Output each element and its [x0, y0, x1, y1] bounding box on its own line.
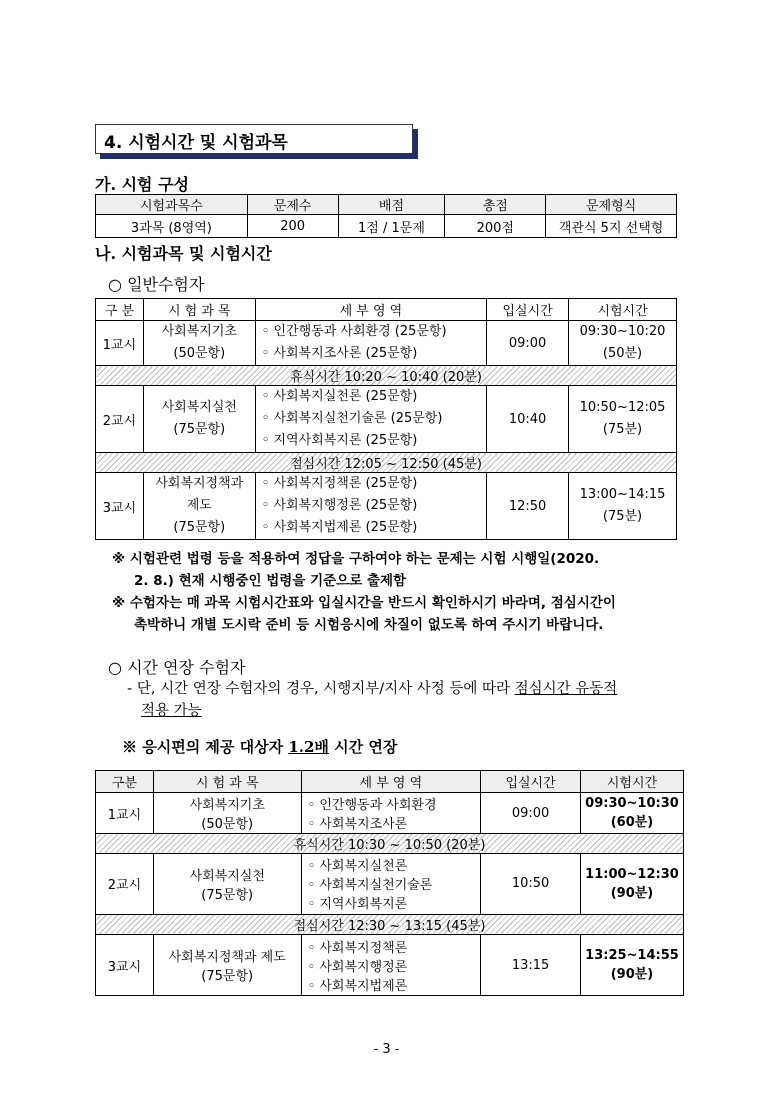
area-item: ◦ 사회복지실천기술론 (25문항): [261, 411, 443, 426]
table-cell: 1점 / 1문제: [338, 215, 445, 238]
period-label: 2교시: [96, 386, 144, 453]
break-row: [96, 453, 677, 473]
subject-cell: [143, 386, 255, 453]
subject-cell: [153, 793, 301, 834]
subject-line: 제도: [186, 498, 212, 513]
break-text: 점심시간 12:30 ~ 13:15 (45분): [96, 914, 684, 934]
exam-time-cell: [580, 793, 683, 834]
area-item: ◦ 사회복지행정론: [307, 959, 408, 975]
subject-cell: [153, 935, 301, 996]
exam-duration: (60분): [610, 815, 654, 831]
exam-time: 13:25~14:55: [585, 948, 679, 964]
braille-text: ※ 응시편의 제공 대상자: [122, 738, 289, 756]
exam-time: 09:30~10:30: [585, 796, 679, 812]
header-cell: 문제형식: [546, 195, 677, 215]
exam-time: 11:00~12:30: [585, 866, 679, 882]
subject-line: (75문항): [201, 887, 254, 903]
areas-cell: [255, 321, 486, 366]
header-cell: 문제수: [247, 195, 338, 215]
area-item: ◦ 사회복지조사론 (25문항): [261, 346, 418, 361]
table-row: [96, 473, 677, 540]
subject-line: (75문항): [173, 422, 226, 437]
exam-duration: (90분): [610, 885, 654, 901]
subject-cell: [143, 321, 255, 366]
subject-line: (75문항): [201, 969, 254, 985]
exam-duration: (75분): [602, 422, 643, 437]
entry-time: 09:00: [481, 793, 581, 834]
area-item: ◦ 사회복지정책론 (25문항): [261, 476, 418, 491]
page-number: - 3 -: [373, 1042, 400, 1057]
areas-cell: [301, 793, 481, 834]
table-header-row: [96, 195, 677, 215]
extend-text-underlined: 적용 가능: [141, 703, 202, 719]
subject-line: 사회복지기초: [189, 798, 265, 814]
area-item: ◦ 사회복지법제론: [307, 978, 408, 994]
areas-cell: [255, 386, 486, 453]
general-schedule-table: [95, 298, 677, 540]
exam-time-cell: [569, 321, 677, 366]
header-cell: 시험과목수: [96, 195, 248, 215]
exam-time: 13:00~14:15: [579, 487, 666, 502]
area-item: ◦ 사회복지실천기술론: [307, 878, 433, 894]
note-line: 2. 8.) 현재 시행중인 법령을 기준으로 출제함: [134, 573, 407, 589]
break-text: 휴식시간 10:20 ~ 10:40 (20분): [96, 366, 677, 386]
area-item: ◦ 지역사회복지론 (25문항): [261, 433, 418, 448]
period-label: 3교시: [96, 935, 154, 996]
notes-block: [112, 548, 692, 636]
area-item: ◦ 사회복지조사론: [307, 817, 408, 833]
header-cell: 시 험 과 목: [143, 299, 255, 321]
area-item: ◦ 지역사회복지론: [307, 897, 408, 913]
header-cell: 입실시간: [481, 771, 581, 793]
exam-time: 10:50~12:05: [579, 400, 666, 415]
subject-line: 사회복지실천: [161, 400, 237, 415]
table-header-row: [96, 299, 677, 321]
area-item: ◦ 사회복지법제론 (25문항): [261, 520, 418, 535]
break-text: 휴식시간 10:30 ~ 10:50 (20분): [96, 833, 684, 853]
header-cell: 시험시간: [569, 299, 677, 321]
subject-line: 사회복지실천: [189, 868, 265, 884]
table-cell: 200: [247, 215, 338, 238]
note-line: ※ 수험자는 매 과목 시험시간표와 입실시간을 반드시 확인하시기 바라며, 점심시간이: [112, 595, 616, 611]
period-label: 1교시: [96, 321, 144, 366]
exam-duration: (75분): [602, 509, 643, 524]
table-row: [96, 215, 677, 238]
header-cell: 구 분: [96, 299, 144, 321]
entry-time: 12:50: [487, 473, 569, 540]
extend-text-part: - 단, 시간 연장 수험자의 경우, 시행지부/지사 사정 등에 따라: [127, 681, 515, 697]
extend-title: 시간 연장 수험자: [127, 658, 246, 677]
note-line: ※ 시험관련 법령 등을 적용하여 정답을 구하여야 하는 문제는 시험 시행일(2020.: [112, 551, 600, 567]
entry-time: 10:50: [481, 854, 581, 915]
table-row: [96, 321, 677, 366]
subheading-a: 가. 시험 구성: [95, 175, 189, 194]
general-heading: [108, 272, 204, 295]
table-row: [96, 793, 684, 834]
table-header-row: [96, 771, 684, 793]
subject-cell: [153, 854, 301, 915]
subject-line: 사회복지기초: [161, 324, 237, 339]
braille-heading: [122, 736, 397, 757]
break-row: [96, 366, 677, 386]
areas-cell: [301, 935, 481, 996]
entry-time: 13:15: [481, 935, 581, 996]
exam-time-cell: [569, 386, 677, 453]
header-cell: 시험시간: [580, 771, 683, 793]
table-row: [96, 935, 684, 996]
header-cell: 배점: [338, 195, 445, 215]
table-cell: 200점: [445, 215, 546, 238]
note-line: 촉박하니 개별 도시락 준비 등 시험응시에 차질이 없도록 하여 주시기 바랍니다.: [134, 617, 604, 633]
exam-time-cell: [569, 473, 677, 540]
period-label: 2교시: [96, 854, 154, 915]
exam-composition-table: [95, 194, 677, 238]
subheading-b: 나. 시험과목 및 시험시간: [95, 244, 272, 263]
header-cell: 입실시간: [487, 299, 569, 321]
period-label: 3교시: [96, 473, 144, 540]
subject-line: (50문항): [201, 817, 254, 833]
circle-bullet-icon: ○: [108, 658, 122, 677]
header-cell: 세 부 영 역: [255, 299, 486, 321]
break-row: [96, 833, 684, 853]
table-cell: 객관식 5지 선택형: [546, 215, 677, 238]
exam-time: 09:30~10:20: [579, 324, 666, 339]
extend-text-underlined: 점심시간 유동적: [514, 681, 618, 697]
entry-time: 09:00: [487, 321, 569, 366]
extended-schedule-table: [95, 770, 684, 996]
header-cell: 총점: [445, 195, 546, 215]
area-item: ◦ 인간행동과 사회환경: [307, 798, 437, 814]
header-cell: 구분: [96, 771, 154, 793]
entry-time: 10:40: [487, 386, 569, 453]
subject-cell: [143, 473, 255, 540]
subject-line: (75문항): [173, 520, 226, 535]
exam-time-cell: [580, 935, 683, 996]
subject-line: (50문항): [173, 346, 226, 361]
area-item: ◦ 사회복지행정론 (25문항): [261, 498, 418, 513]
exam-duration: (90분): [610, 967, 654, 983]
table-row: [96, 854, 684, 915]
braille-multiplier: 1.2배: [288, 738, 329, 756]
area-item: ◦ 사회복지정책론: [307, 940, 408, 956]
section-title-box: [95, 124, 413, 154]
section-title: 4. 시험시간 및 시험과목: [104, 133, 288, 153]
table-row: [96, 386, 677, 453]
areas-cell: [301, 854, 481, 915]
subject-line: 사회복지정책과: [155, 476, 244, 491]
exam-time-cell: [580, 854, 683, 915]
general-title: 일반수험자: [127, 275, 205, 294]
area-item: ◦ 사회복지실천론 (25문항): [261, 389, 418, 404]
break-text: 점심시간 12:05 ~ 12:50 (45분): [96, 453, 677, 473]
header-cell: 세 부 영 역: [301, 771, 481, 793]
break-row: [96, 914, 684, 934]
area-item: ◦ 인간행동과 사회환경 (25문항): [261, 324, 447, 339]
braille-text: 시간 연장: [328, 738, 398, 756]
area-item: ◦ 사회복지실천론: [307, 859, 408, 875]
exam-duration: (50분): [602, 346, 643, 361]
period-label: 1교시: [96, 793, 154, 834]
extend-text: [127, 678, 687, 722]
extend-heading: [108, 655, 245, 678]
table-cell: 3과목 (8영역): [96, 215, 248, 238]
areas-cell: [255, 473, 486, 540]
header-cell: 시 험 과 목: [153, 771, 301, 793]
circle-bullet-icon: ○: [108, 275, 122, 294]
subject-line: 사회복지정책과 제도: [168, 950, 286, 966]
